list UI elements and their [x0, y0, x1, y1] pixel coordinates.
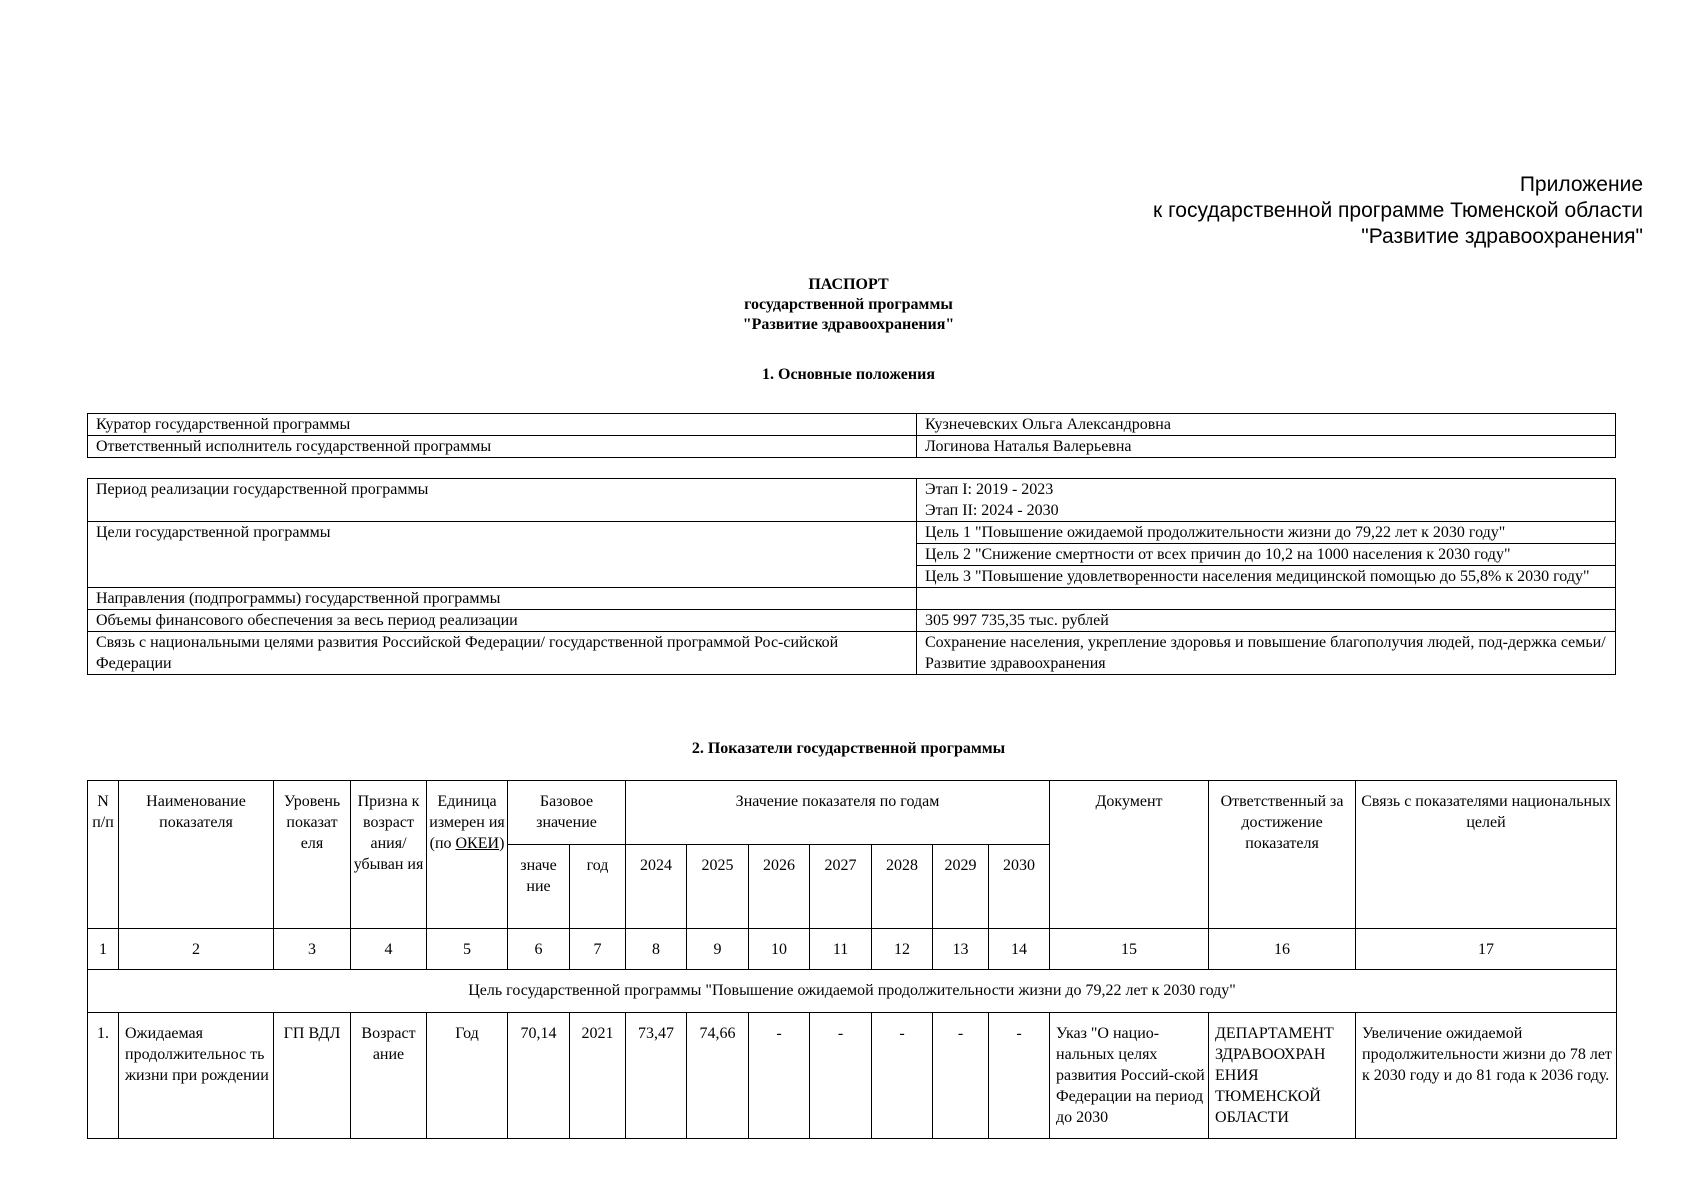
col-header-year-2028: 2028	[872, 845, 933, 929]
table-row	[88, 436, 1616, 458]
column-number: 14	[989, 929, 1050, 970]
indicators-table	[87, 780, 1617, 1139]
indicator-value-2024: 73,47	[626, 1013, 687, 1139]
title-line-2: государственной программы	[744, 296, 953, 313]
table-row	[88, 522, 1616, 544]
column-number: 1	[88, 929, 119, 970]
col-header-year-2030: 2030	[989, 845, 1050, 929]
indicator-level: ГП ВДЛ	[274, 1013, 351, 1139]
indicator-value-2027: -	[810, 1013, 872, 1139]
indicator-num: 1.	[88, 1013, 119, 1139]
section-2-heading: 2. Показатели государственной программы	[691, 740, 1006, 757]
appendix-line-3: "Развитие здравоохранения"	[1361, 225, 1643, 248]
period-stage-2: Этап II: 2024 - 2030	[925, 502, 1059, 519]
curator-label: Куратор государственной программы	[88, 414, 917, 436]
indicator-base-year: 2021	[570, 1013, 626, 1139]
curator-value: Кузнечевских Ольга Александровна	[917, 414, 1616, 436]
table-row	[88, 1013, 1617, 1139]
column-number: 15	[1050, 929, 1209, 970]
col-header-link: Связь с показателями национальных целей	[1356, 781, 1617, 929]
executor-value: Логинова Наталья Валерьевна	[917, 436, 1616, 458]
goals-label: Цели государственной программы	[88, 522, 917, 588]
program-details-table	[87, 478, 1616, 675]
title-line-3: "Развитие здравоохранения"	[742, 316, 955, 333]
indicator-value-2025: 74,66	[687, 1013, 749, 1139]
indicator-value-2026: -	[749, 1013, 810, 1139]
col-header-year-2024: 2024	[626, 845, 687, 929]
col-header-trend: Призна к возраст ания/ убыван ия	[351, 781, 427, 929]
col-header-year-2029: 2029	[933, 845, 989, 929]
period-stage-1: Этап I: 2019 - 2023	[925, 481, 1054, 498]
executor-label: Ответственный исполнитель государственной программы	[88, 436, 917, 458]
col-header-document: Документ	[1050, 781, 1209, 929]
national-link-value	[917, 632, 1616, 675]
column-number: 16	[1209, 929, 1356, 970]
indicator-trend: Возраст ание	[351, 1013, 427, 1139]
appendix-line-2: к государственной программе Тюменской области	[1153, 199, 1643, 222]
document-title	[0, 275, 1697, 335]
col-header-level: Уровень показат еля	[274, 781, 351, 929]
section-1-heading: 1. Основные положения	[762, 366, 935, 383]
period-label: Период реализации государственной программы	[88, 479, 917, 522]
directions-label: Направления (подпрограммы) государственной программы	[88, 588, 917, 610]
goal-row-text: Цель государственной программы "Повышение ожидаемой продолжительности жизни до 79,22 лет к 2030 году"	[88, 970, 1617, 1013]
table-row	[88, 588, 1616, 610]
unit-text-b: )	[499, 835, 505, 852]
col-header-base-value: значе ние	[508, 845, 570, 929]
funding-value: 305 997 735,35 тыс. рублей	[917, 610, 1616, 632]
goal-row	[88, 970, 1617, 1013]
national-link-label: Связь с национальными целями развития Российской Федерации/ государственной программой Рос-сийской Федерации	[88, 632, 917, 675]
national-link-value-1: Сохранение населения, укрепление здоровья и повышение благополучия людей, под-держка семьи/	[925, 634, 1606, 651]
col-header-base: Базовое значение	[508, 781, 626, 845]
col-header-num: N п/п	[88, 781, 119, 929]
column-number: 4	[351, 929, 427, 970]
goal-3: Цель 3 "Повышение удовлетворенности населения медицинской помощью до 55,8% к 2030 году"	[917, 566, 1616, 588]
indicator-unit: Год	[427, 1013, 508, 1139]
col-header-year-2025: 2025	[687, 845, 749, 929]
indicator-responsible: ДЕПАРТАМЕНТ ЗДРАВООХРАН ЕНИЯ ТЮМЕНСКОЙ ОБЛАСТИ	[1209, 1013, 1356, 1139]
col-header-unit	[427, 781, 508, 929]
okei-link[interactable]: ОКЕИ	[455, 835, 500, 852]
appendix-line-1: Приложение	[1519, 173, 1643, 196]
appendix-caption	[1153, 172, 1643, 250]
column-number: 6	[508, 929, 570, 970]
goal-2: Цель 2 "Снижение смертности от всех причин до 10,2 на 1000 населения к 2030 году"	[917, 544, 1616, 566]
table-row	[88, 479, 1616, 522]
indicator-name: Ожидаемая продолжительнос ть жизни при рождении	[119, 1013, 274, 1139]
table-row	[88, 414, 1616, 436]
column-number: 8	[626, 929, 687, 970]
column-number: 11	[810, 929, 872, 970]
table-row	[88, 632, 1616, 675]
funding-label: Объемы финансового обеспечения за весь период реализации	[88, 610, 917, 632]
directions-value	[917, 588, 1616, 610]
column-number: 12	[872, 929, 933, 970]
column-number: 3	[274, 929, 351, 970]
curator-table	[87, 413, 1616, 458]
column-numbers-row	[88, 929, 1617, 970]
column-number: 17	[1356, 929, 1617, 970]
table-row	[88, 610, 1616, 632]
column-number: 9	[687, 929, 749, 970]
national-link-value-2: Развитие здравоохранения	[925, 655, 1106, 672]
column-number: 13	[933, 929, 989, 970]
col-header-year-2026: 2026	[749, 845, 810, 929]
col-header-base-year: год	[570, 845, 626, 929]
indicator-document: Указ "О нацио-нальных целях развития Россий-ской Федерации на период до 2030	[1050, 1013, 1209, 1139]
title-line-1: ПАСПОРТ	[808, 276, 889, 293]
indicator-value-2029: -	[933, 1013, 989, 1139]
goal-1: Цель 1 "Повышение ожидаемой продолжительности жизни до 79,22 лет к 2030 году"	[917, 522, 1616, 544]
indicator-base-value: 70,14	[508, 1013, 570, 1139]
header-row	[88, 781, 1617, 845]
column-number: 2	[119, 929, 274, 970]
col-header-year-2027: 2027	[810, 845, 872, 929]
indicator-value-2030: -	[989, 1013, 1050, 1139]
column-number: 5	[427, 929, 508, 970]
period-value	[917, 479, 1616, 522]
column-number: 7	[570, 929, 626, 970]
indicator-link: Увеличение ожидаемой продолжительности жизни до 78 лет к 2030 году и до 81 года к 2036 году.	[1356, 1013, 1617, 1139]
col-header-name: Наименование показателя	[119, 781, 274, 929]
indicator-value-2028: -	[872, 1013, 933, 1139]
col-header-by-years: Значение показателя по годам	[626, 781, 1050, 845]
column-number: 10	[749, 929, 810, 970]
col-header-responsible: Ответственный за достижение показателя	[1209, 781, 1356, 929]
unit-text-a: Единица измерен ия (по	[429, 793, 505, 852]
